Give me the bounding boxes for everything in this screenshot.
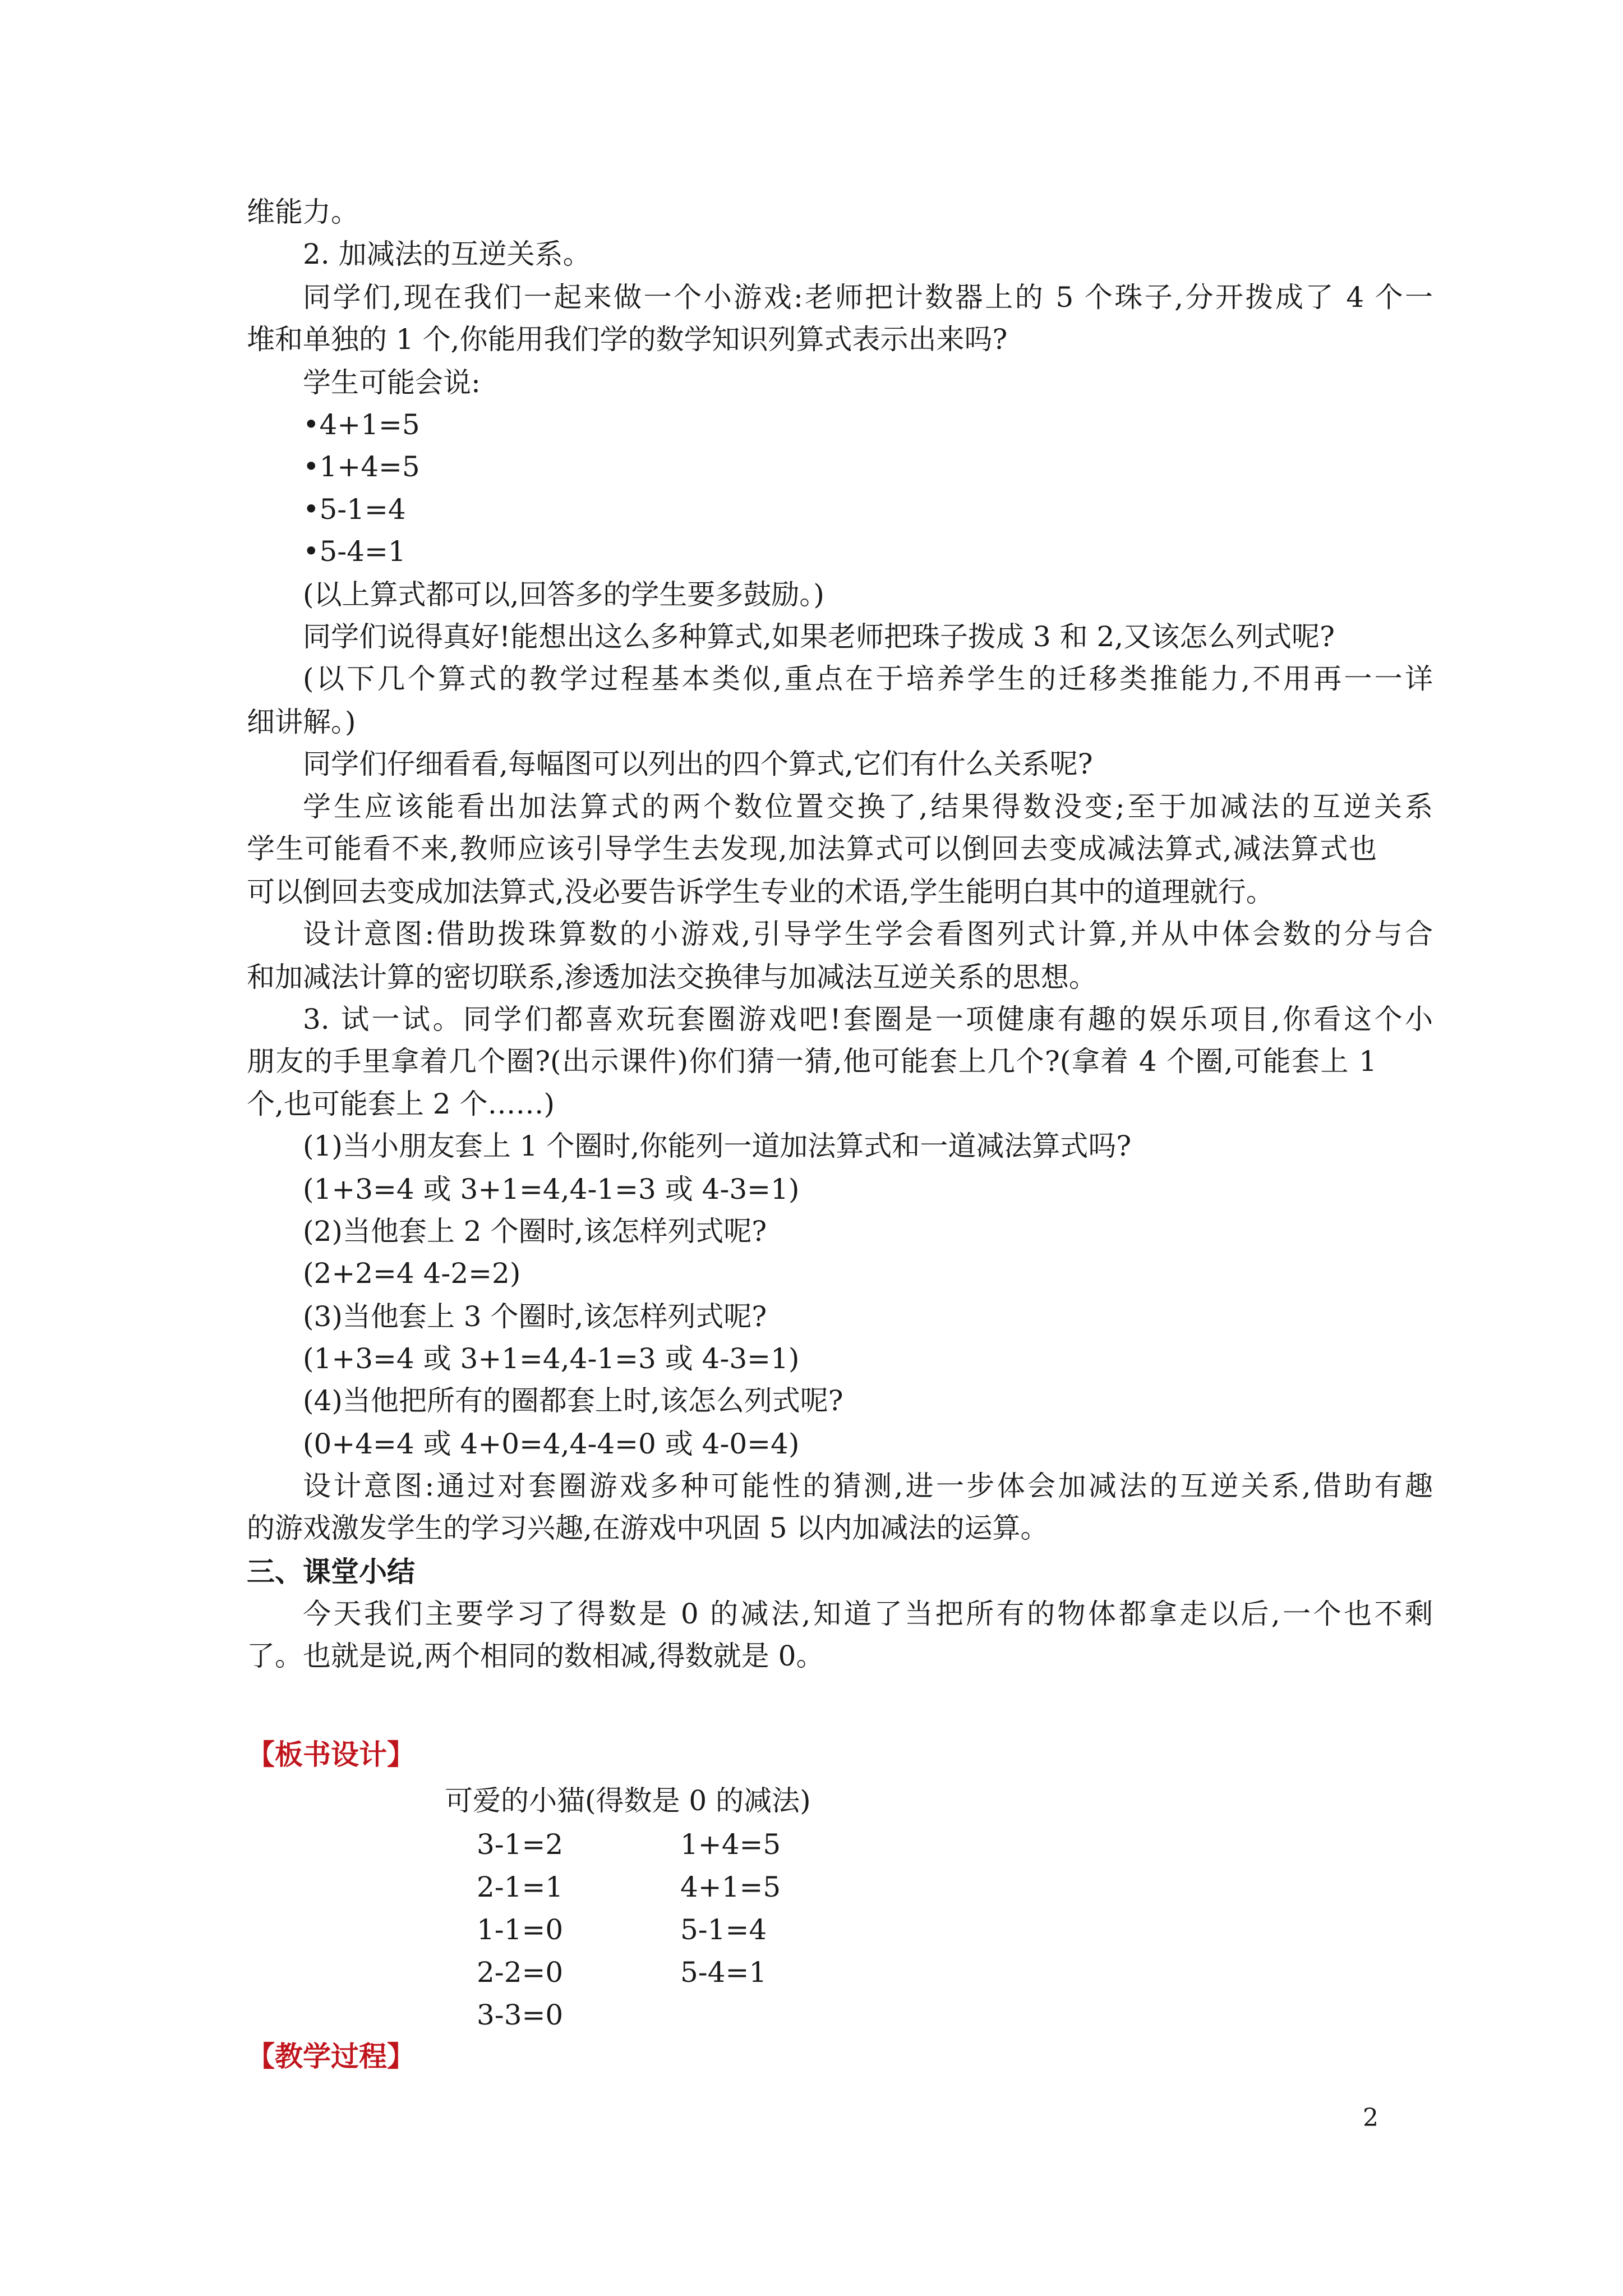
text-line: 设计意图:借助拨珠算数的小游戏,引导学生学会看图列式计算,并从中体会数的分与合: [303, 918, 1433, 950]
text-line: 学生应该能看出加法算式的两个数位置交换了,结果得数没变;至于加减法的互逆关系: [303, 790, 1433, 823]
text-line: 堆和单独的 1 个,你能用我们学的数学知识列算式表示出来吗?: [247, 323, 1008, 356]
text-line: 朋友的手里拿着几个圈?(出示课件)你们猜一猜,他可能套上几个?(拿着 4 个圈,可能套上 1: [247, 1045, 1377, 1078]
text-line: (1)当小朋友套上 1 个圈时,你能列一道加法算式和一道减法算式吗?: [303, 1130, 1132, 1162]
text-line: (以上算式都可以,回答多的学生要多鼓励。): [303, 578, 824, 611]
board-right-eq: 1+4=5: [680, 1828, 781, 1861]
text-line: (以下几个算式的教学过程基本类似,重点在于培养学生的迁移类推能力,不用再一一详: [303, 662, 1433, 695]
text-line: (1+3=4 或 3+1=4,4-1=3 或 4-3=1): [303, 1173, 800, 1205]
text-line: •5-4=1: [303, 535, 406, 568]
board-left-eq: 2-2=0: [477, 1956, 564, 1989]
text-line: 同学们说得真好!能想出这么多种算式,如果老师把珠子拨成 3 和 2,又该怎么列式呢?: [303, 620, 1335, 653]
teaching-process-heading: 【教学过程】: [247, 2040, 415, 2073]
board-left-eq: 1-1=0: [477, 1913, 564, 1946]
text-line: 了。也就是说,两个相同的数相减,得数就是 0。: [247, 1640, 824, 1672]
page-number: 2: [1363, 2104, 1378, 2132]
board-design-title: 可爱的小猫(得数是 0 的减法): [445, 1784, 811, 1817]
text-line: 学生可能会说:: [303, 366, 481, 399]
text-line: •4+1=5: [303, 408, 420, 441]
board-left-eq: 3-1=2: [477, 1828, 564, 1861]
text-line: 维能力。: [247, 196, 359, 228]
text-line: 可以倒回去变成加法算式,没必要告诉学生专业的术语,学生能明白其中的道理就行。: [247, 876, 1274, 908]
text-line: (3)当他套上 3 个圈时,该怎样列式呢?: [303, 1300, 767, 1333]
text-line: 今天我们主要学习了得数是 0 的减法,知道了当把所有的物体都拿走以后,一个也不剩: [303, 1598, 1433, 1630]
text-line: 的游戏激发学生的学习兴趣,在游戏中巩固 5 以内加减法的运算。: [247, 1512, 1049, 1544]
text-line: 细讲解。): [247, 706, 356, 738]
board-right-eq: 4+1=5: [680, 1871, 781, 1903]
board-design-heading: 【板书设计】: [247, 1738, 415, 1771]
text-line: (0+4=4 或 4+0=4,4-4=0 或 4-0=4): [303, 1428, 800, 1460]
text-line: 同学们仔细看看,每幅图可以列出的四个算式,它们有什么关系呢?: [303, 748, 1093, 780]
text-line: 同学们,现在我们一起来做一个小游戏:老师把计数器上的 5 个珠子,分开拨成了 4 个一: [303, 281, 1433, 314]
text-line: 个,也可能套上 2 个……): [247, 1088, 555, 1120]
board-left-eq: 3-3=0: [477, 1999, 564, 2031]
text-line: (1+3=4 或 3+1=4,4-1=3 或 4-3=1): [303, 1342, 800, 1375]
text-line: 设计意图:通过对套圈游戏多种可能性的猜测,进一步体会加减法的互逆关系,借助有趣: [303, 1470, 1433, 1502]
text-line: 和加减法计算的密切联系,渗透加法交换律与加减法互逆关系的思想。: [247, 961, 1097, 993]
text-line: •1+4=5: [303, 450, 420, 483]
section-heading: 三、课堂小结: [247, 1555, 415, 1588]
text-line: (2+2=4 4-2=2): [303, 1257, 521, 1290]
board-left-eq: 2-1=1: [477, 1871, 564, 1903]
text-line: •5-1=4: [303, 493, 406, 526]
board-right-eq: 5-4=1: [680, 1956, 767, 1989]
text-line: (4)当他把所有的圈都套上时,该怎么列式呢?: [303, 1384, 843, 1417]
text-line: 2. 加减法的互逆关系。: [303, 238, 591, 270]
board-right-eq: 5-1=4: [680, 1913, 767, 1946]
text-line: 3. 试一试。同学们都喜欢玩套圈游戏吧!套圈是一项健康有趣的娱乐项目,你看这个小: [303, 1003, 1433, 1036]
text-line: (2)当他套上 2 个圈时,该怎样列式呢?: [303, 1215, 767, 1248]
text-line: 学生可能看不来,教师应该引导学生去发现,加法算式可以倒回去变成减法算式,减法算式也: [247, 832, 1377, 865]
